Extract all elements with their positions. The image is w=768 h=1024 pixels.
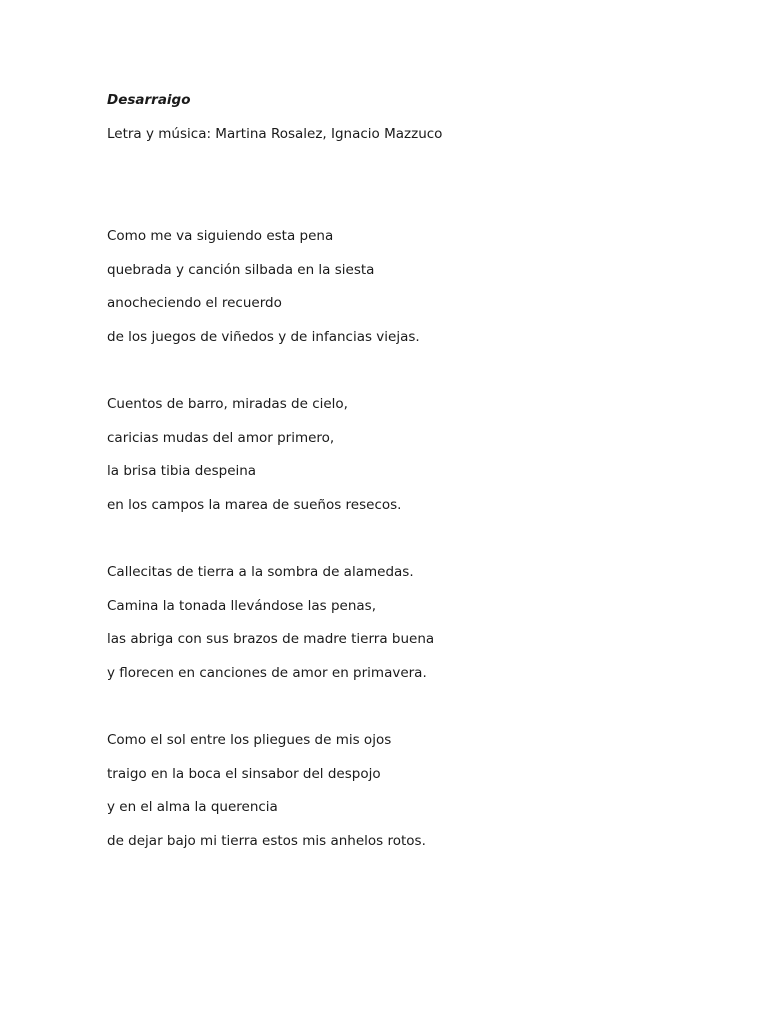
verse-line: la brisa tibia despeina (107, 463, 257, 480)
verse-line: las abriga con sus brazos de madre tierra buena (107, 631, 435, 648)
verse-line: de los juegos de viñedos y de infancias viejas. (107, 328, 420, 345)
stanza-4 (107, 730, 426, 864)
verse-line: y florecen en canciones de amor en primavera. (107, 664, 427, 681)
verse-line: y en el alma la querencia (107, 799, 278, 816)
verse-line: Camina la tonada llevándose las penas, (107, 597, 377, 614)
verse-line: quebrada y canción silbada en la siesta (107, 261, 375, 278)
stanza-2 (107, 394, 401, 528)
song-credits: Letra y música: Martina Rosalez, Ignacio Mazzuco (107, 126, 443, 142)
stanza-3 (107, 562, 434, 696)
verse-line: traigo en la boca el sinsabor del despojo (107, 765, 381, 782)
verse-line: Cuentos de barro, miradas de cielo, (107, 396, 348, 412)
verse-line: Callecitas de tierra a la sombra de alamedas. (107, 564, 414, 580)
verse-line: de dejar bajo mi tierra estos mis anhelos rotos. (107, 832, 426, 849)
verse-line: Como me va siguiendo esta pena (107, 228, 334, 244)
verse-line: anocheciendo el recuerdo (107, 295, 282, 312)
song-title: Desarraigo (107, 92, 191, 108)
stanza-1 (107, 226, 420, 360)
verse-line: en los campos la marea de sueños resecos. (107, 496, 402, 513)
verse-line: Como el sol entre los pliegues de mis ojos (107, 732, 392, 748)
verse-line: caricias mudas del amor primero, (107, 429, 335, 446)
